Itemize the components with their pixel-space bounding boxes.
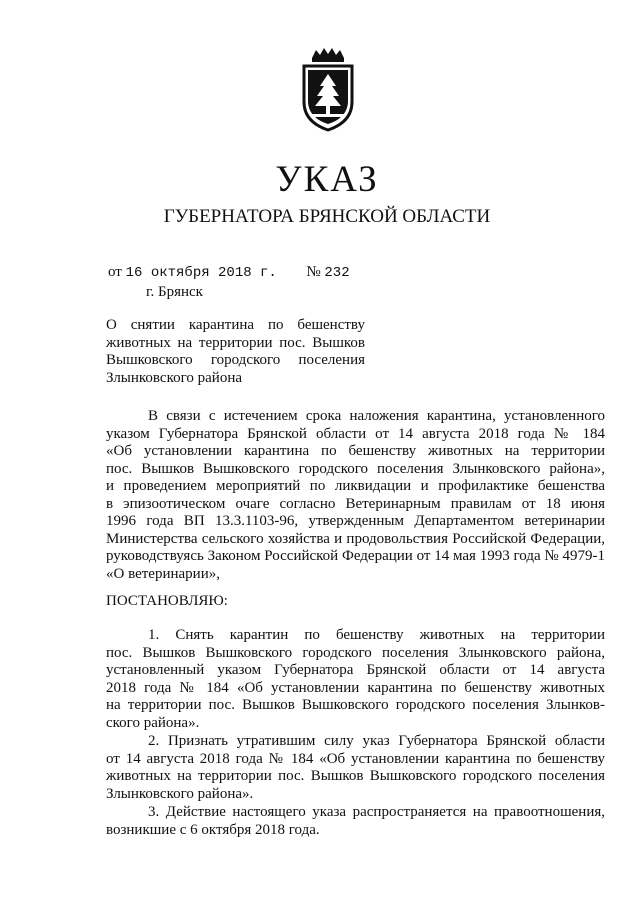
clause-2 <box>106 733 605 803</box>
text-line: и проведением мероприятий по ликвидации и профилактике бешенства <box>106 478 605 494</box>
text-line: 2018 года № 184 «Об установлении карантина по бешенству животных <box>106 679 605 696</box>
subject-line: Злынковского района <box>106 369 243 386</box>
text-line: Министерства сельского хозяйства и продовольствия Российской Федерации, <box>106 530 605 547</box>
text-line: 1996 года ВП 13.3.1103-96, утвержденным Департаментом ветеринарии <box>106 513 605 529</box>
text-line: установленный указом Губернатора Брянской области от 14 августа <box>106 662 605 678</box>
text-line: пос. Вышков Вышковского городского поселения Злынковского района, <box>106 644 605 661</box>
preamble-paragraph <box>106 408 605 583</box>
issuer-title: ГУБЕРНАТОРА БРЯНСКОЙ ОБЛАСТИ <box>163 206 491 227</box>
decree-subject <box>106 317 365 387</box>
text-line: возникшие с 6 октября 2018 года. <box>106 821 320 838</box>
text-line: указом Губернатора Брянской области от 14 августа 2018 года № 184 <box>106 425 605 442</box>
text-line: 1. Снять карантин по бешенству животных на территории <box>148 627 605 643</box>
clause-3 <box>106 804 605 839</box>
crown-icon <box>312 48 344 62</box>
text-line: «О ветеринарии», <box>106 565 220 582</box>
subject-line: животных на территории пос. Вышков <box>106 334 365 351</box>
text-line: 3. Действие настоящего указа распространяется на правоотношения, <box>148 804 605 820</box>
coat-of-arms-icon <box>298 46 358 132</box>
text-line: животных на территории пос. Вышков Вышковского городского поселения <box>106 768 605 784</box>
text-line: в эпизоотическом очаге согласно Ветеринарным правилам от 18 июня <box>106 495 605 512</box>
text-line: пос. Вышков Вышковского городского поселения Злынковского района», <box>106 460 605 477</box>
text-line: от 14 августа 2018 года № 184 «Об установлении карантина по бешенству <box>106 750 605 767</box>
text-line: руководствуясь Законом Российской Федерации от 14 мая 1993 года № 4979-1 <box>106 548 605 564</box>
date-number-line <box>108 263 350 282</box>
decree-date: 16 октября 2018 г. <box>125 265 277 281</box>
decree-number: 232 <box>324 265 350 281</box>
text-line: В связи с истечением срока наложения карантина, установленного <box>148 408 605 424</box>
subject-line: Вышковского городского поселения <box>106 352 365 368</box>
issue-city: г. Брянск <box>146 284 203 300</box>
text-line: ского района». <box>106 714 200 731</box>
text-line: на территории пос. Вышков Вышковского городского поселения Злынков- <box>106 697 605 713</box>
subject-line: О снятии карантина по бешенству <box>106 317 365 333</box>
text-line: Злынковского района». <box>106 785 254 802</box>
resolve-heading: ПОСТАНОВЛЯЮ: <box>106 593 228 609</box>
text-line: «Об установлении карантина по бешенству животных на территории <box>106 443 605 459</box>
date-prefix: от <box>108 264 122 280</box>
number-prefix: № <box>306 264 321 280</box>
clause-1 <box>106 627 605 732</box>
text-line: 2. Признать утратившим силу указ Губернатора Брянской области <box>148 733 605 749</box>
document-type-title: УКАЗ <box>275 159 379 200</box>
